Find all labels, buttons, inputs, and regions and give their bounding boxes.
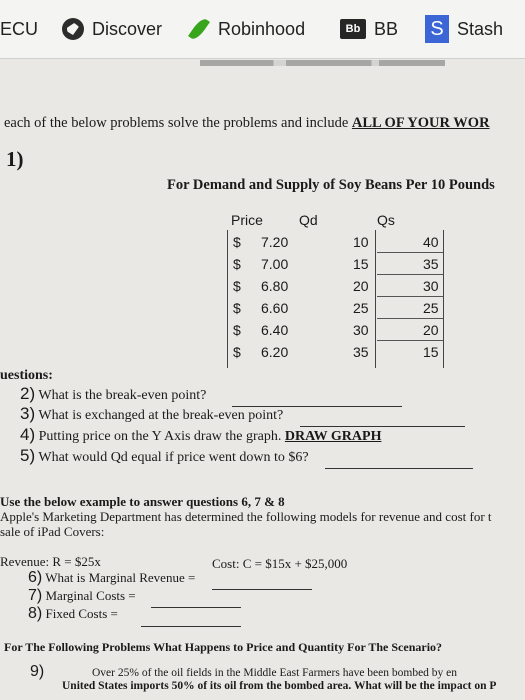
row-currency: $	[233, 344, 241, 360]
document-page	[0, 66, 525, 700]
row-price: 6.80	[261, 278, 289, 294]
cost-formula: Cost: C = $15x + $25,000	[212, 556, 348, 571]
answer-line-8[interactable]	[141, 626, 241, 627]
question-2-text: What is the break-even point?	[38, 388, 207, 403]
question-5-number: 5)	[20, 446, 36, 465]
bookmark-discover-label: Discover	[92, 18, 163, 39]
question-8-number: 8)	[28, 605, 43, 622]
row-qd: 20	[353, 278, 369, 294]
intro-line	[4, 115, 490, 132]
example-line-1: Use the below example to answer questions 6, 7 & 8	[0, 494, 285, 509]
question-8	[28, 605, 118, 623]
row-qd: 25	[353, 300, 369, 316]
bookmark-robinhood[interactable]	[194, 12, 305, 46]
row-qs: 35	[423, 256, 439, 272]
question-3-number: 3)	[20, 404, 36, 423]
row-price: 7.00	[261, 256, 289, 272]
question-5-text: What would Qd equal if price went down to $6?	[38, 450, 309, 465]
question-2	[20, 384, 206, 404]
header-price: Price	[231, 212, 263, 228]
row-price: 6.40	[261, 322, 289, 338]
bookmark-stash[interactable]	[425, 12, 503, 46]
question-4-emphasis: DRAW GRAPH	[284, 429, 382, 444]
bookmark-robinhood-label: Robinhood	[218, 18, 306, 39]
question-9-line-2: United States imports 50% of its oil from the bombed area. What will be the impact on P	[62, 680, 497, 692]
bookmark-bb-label: BB	[374, 18, 399, 39]
bookmark-stash-label: Stash	[457, 18, 504, 39]
question-7	[28, 587, 136, 605]
header-qd: Qd	[299, 212, 318, 228]
row-qs: 30	[423, 278, 439, 294]
row-currency: $	[233, 300, 241, 316]
row-currency: $	[233, 278, 241, 294]
row-qd: 10	[353, 234, 369, 250]
row-qd: 35	[353, 344, 369, 360]
scenario-heading: For The Following Problems What Happens to Price and Quantity For The Scenario?	[4, 640, 443, 654]
question-9-number: 9)	[30, 663, 45, 680]
answer-line-5[interactable]	[325, 468, 473, 469]
questions-heading: uestions:	[0, 368, 53, 383]
question-7-text: Marginal Costs =	[45, 588, 136, 603]
answer-line-6[interactable]	[212, 589, 312, 590]
row-qd: 30	[353, 322, 369, 338]
row-currency: $	[233, 256, 241, 272]
row-price: 7.20	[261, 234, 289, 250]
question-3	[20, 404, 283, 424]
row-price: 6.60	[261, 300, 289, 316]
blackboard-icon: Bb	[340, 19, 366, 39]
answer-line-7[interactable]	[151, 607, 241, 608]
header-qs: Qs	[377, 212, 395, 228]
question-6-text: What is Marginal Revenue =	[45, 570, 196, 585]
bookmark-ecu[interactable]	[0, 12, 38, 46]
feather-icon	[188, 16, 210, 41]
question-8-text: Fixed Costs =	[45, 606, 118, 621]
row-currency: $	[233, 322, 241, 338]
table-right-border	[443, 230, 444, 368]
stash-icon: S	[425, 15, 449, 43]
example-line-2: Apple's Marketing Department has determined the following models for revenue and cost for t	[0, 509, 492, 524]
example-line-3: sale of iPad Covers:	[0, 524, 105, 539]
row-rule	[377, 274, 443, 275]
row-rule	[377, 296, 443, 297]
bookmarks-bar	[0, 0, 525, 59]
row-qs: 15	[423, 344, 439, 360]
intro-emphasis: ALL OF YOUR WOR	[351, 115, 490, 131]
question-3-text: What is exchanged at the break-even point?	[38, 408, 284, 423]
row-price: 6.20	[261, 344, 289, 360]
row-qs: 40	[423, 234, 439, 250]
question-6-number: 6)	[28, 569, 43, 586]
bookmark-discover[interactable]	[62, 12, 162, 46]
question-5	[20, 446, 309, 466]
question-1-number: 1)	[6, 147, 24, 171]
question-7-number: 7)	[28, 587, 43, 604]
bookmark-ecu-label: ECU	[0, 18, 39, 39]
revenue-formula: Revenue: R = $25x	[0, 554, 101, 569]
table-divider	[375, 230, 376, 368]
bookmark-bb[interactable]	[340, 12, 398, 46]
intro-text: each of the below problems solve the problems and include	[4, 115, 352, 131]
question-2-number: 2)	[20, 384, 36, 403]
question-4	[20, 425, 381, 445]
globe-icon	[62, 18, 84, 40]
row-qs: 25	[423, 300, 439, 316]
row-rule	[377, 340, 443, 341]
row-rule	[377, 252, 443, 253]
row-currency: $	[233, 234, 241, 250]
question-6	[28, 569, 195, 587]
row-qd: 15	[353, 256, 369, 272]
row-rule	[377, 318, 443, 319]
row-qs: 20	[423, 322, 439, 338]
table-title: For Demand and Supply of Soy Beans Per 10 Pounds	[167, 177, 495, 193]
question-4-text: Putting price on the Y Axis draw the graph.	[38, 429, 285, 444]
question-9-line-1: Over 25% of the oil fields in the Middle East Farmers have been bombed by en	[92, 667, 458, 679]
table-left-border	[227, 230, 228, 368]
question-4-number: 4)	[20, 425, 36, 444]
